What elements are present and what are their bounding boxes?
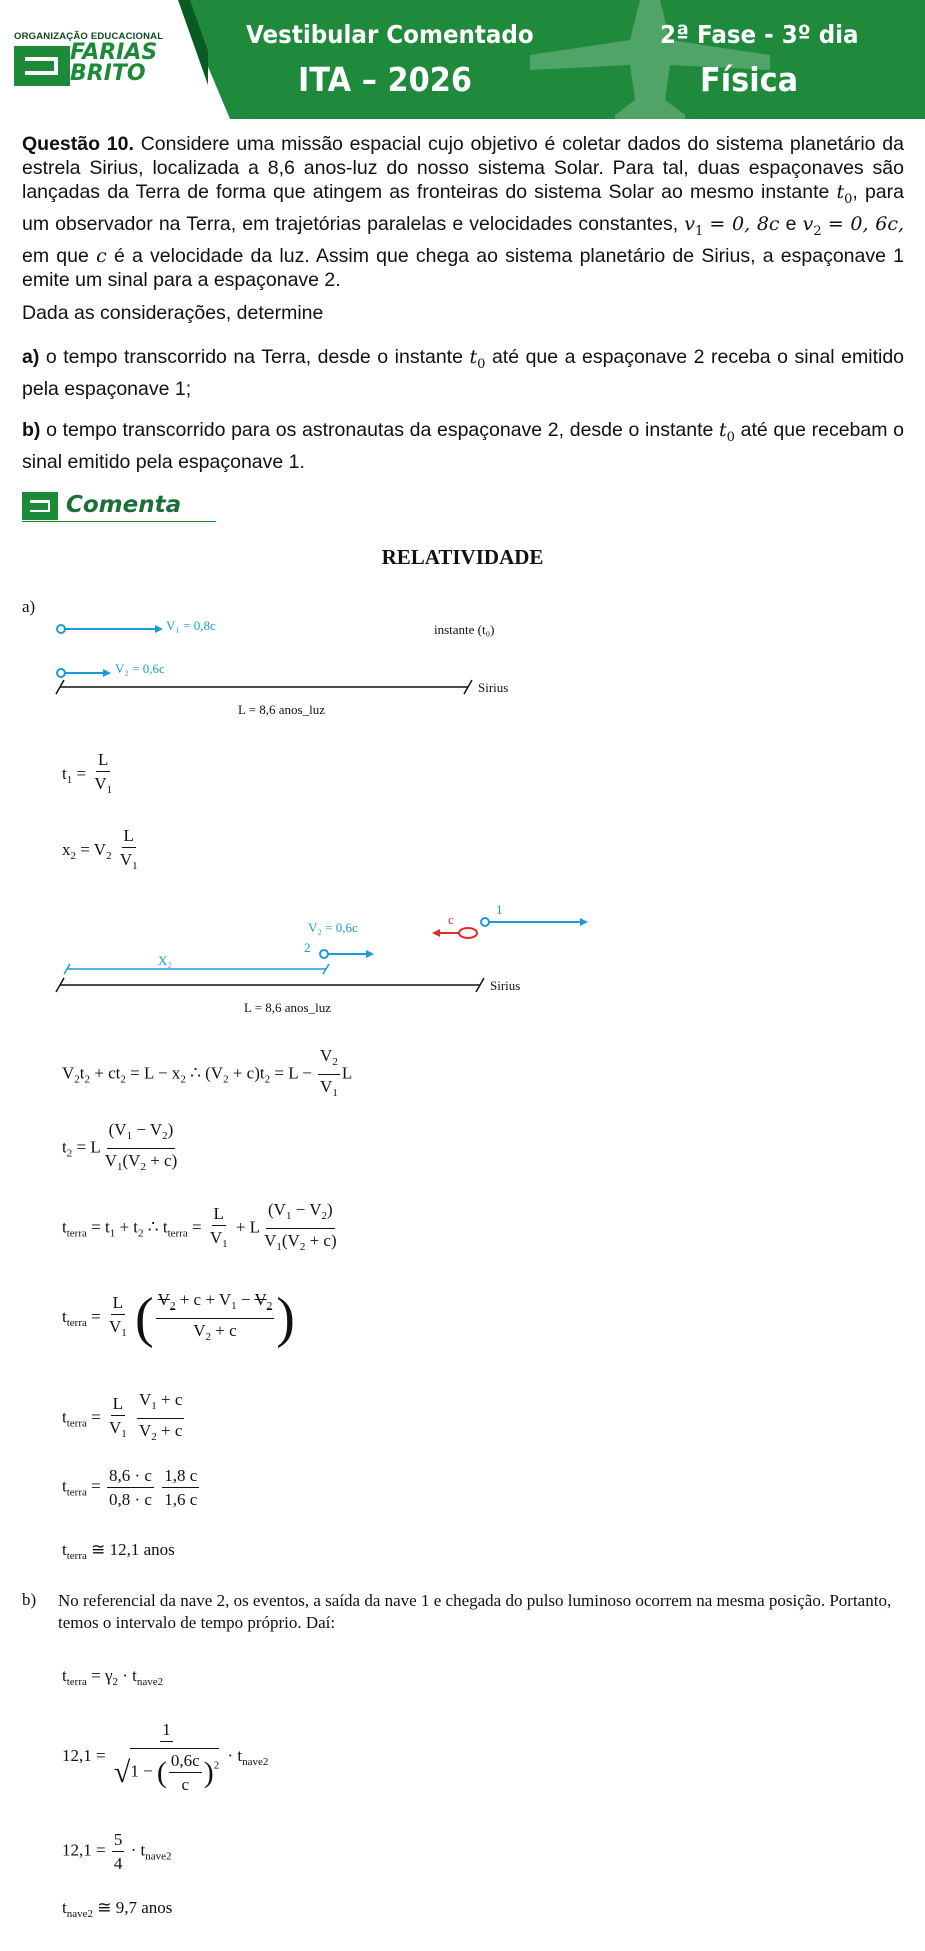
- fb-small-icon: [22, 492, 58, 520]
- header-banner: [0, 0, 925, 119]
- comenta-underline: [22, 521, 216, 522]
- d1-instante-label: instante (t₀): [434, 622, 495, 637]
- eq-gamma: 12,1 = 1 √1 − ( $\frac{0,6c}{c}$ )$^2$ · $t_{nave2}$: [62, 1720, 269, 1794]
- eq-x2: $x_2 = V_2$ $\frac{L}{V_1}$: [62, 826, 138, 872]
- item-b-label: b): [22, 419, 41, 441]
- eq-t1: $t_1$ = $\frac{L}{V_1}$: [62, 750, 113, 796]
- d2-ship2-label: 2: [304, 940, 311, 955]
- question-paragraph: [22, 132, 904, 292]
- solution-title: RELATIVIDADE: [381, 545, 544, 569]
- solution-a-label: a): [22, 597, 36, 616]
- solution-b-label: b): [22, 1590, 37, 1609]
- result-a-value: ≅ 12,1 anos: [91, 1540, 175, 1559]
- result-b: $t_{nave2}$ ≅ 9,7 anos: [62, 1898, 173, 1920]
- question-number: Questão 10.: [22, 133, 134, 155]
- d2-c-label: c: [448, 912, 454, 927]
- item-b-text-2: até que recebam o sinal emitido pela espaçonave 1.: [22, 419, 904, 473]
- t0-symbol-a: $t_0$: [469, 346, 486, 372]
- and-word: e: [785, 213, 797, 235]
- eq-tterra-sum: $t_{terra} = t_1 + t_2$ ∴ $t_{terra}$ = $\frac{L}{V_1}$ + L $\frac{(V_1 - V_2)}{V_1(V_2 + c)}$: [62, 1200, 337, 1253]
- diagram-2: [0, 900, 925, 1020]
- eq-dilation: $t_{terra} = \gamma_2 \cdot t_{nave2}$: [62, 1666, 164, 1688]
- d1-v2-label: V₂ = 0,6c: [115, 661, 165, 676]
- eq-meeting: $V_2t_2 + ct_2 = L - x_2$ ∴ $(V_2 + c)t_2 = L$ − $\frac{V_2}{V_1}$ L: [62, 1046, 353, 1099]
- logo-text: [70, 42, 157, 84]
- d2-ship1-label: 1: [496, 902, 503, 917]
- v2-symbol: $v_2$: [802, 213, 822, 239]
- v1-value: = 0, 8c: [709, 213, 780, 235]
- header-exam: ITA – 2026: [298, 60, 472, 99]
- diagram-1: [0, 610, 925, 720]
- v1-symbol: $v_1$: [684, 213, 704, 239]
- d2-length-label: L = 8,6 anos_luz: [244, 1000, 332, 1015]
- diagram-2-graphic: [0, 900, 925, 1020]
- eq-tterra-simplified: $t_{terra}$ = $\frac{L}{V_1}$ $\frac{V_1 + c}{V_2 + c}$: [62, 1390, 183, 1443]
- d2-x2-label: X₂: [158, 953, 172, 968]
- org-label: ORGANIZAÇÃO EDUCACIONAL: [14, 31, 164, 42]
- logo-line-2: BRITO: [70, 61, 146, 86]
- d1-v1-label: V₁ = 0,8c: [166, 618, 216, 633]
- header-title: Vestibular Comentado: [246, 20, 534, 49]
- eq-tterra-numeric: $t_{terra}$ = $\frac{8,6 \cdot c}{0,8 \cdot c}$ $\frac{1,8 c}{1,6 c}$: [62, 1466, 198, 1509]
- eq-t2: $t_2 = L$ $\frac{(V_1 - V_2)}{V_1(V_2 + c)}$: [62, 1120, 178, 1173]
- t0-symbol-b: $t_0$: [719, 419, 735, 445]
- item-b-text-1: o tempo transcorrido para os astronautas da espaçonave 2, desde o instante: [46, 419, 714, 441]
- result-a: $t_{terra}$ ≅ 12,1 anos: [62, 1540, 175, 1562]
- v2-value: = 0, 6c,: [827, 213, 905, 235]
- fb-logo-icon: [14, 46, 70, 86]
- d1-sirius-label: Sirius: [478, 680, 509, 695]
- question-prompt: Dada as considerações, determine: [22, 302, 324, 324]
- question-text-3: em que: [22, 245, 89, 267]
- solution-b-text: No referencial da nave 2, os eventos, a saída da nave 1 e chegada do pulso luminoso ocorrem na mesma posição. Portanto, temos o intervalo de tempo próprio. Daí:: [58, 1591, 892, 1632]
- d2-sirius-label: Sirius: [490, 978, 521, 993]
- item-b: [22, 418, 904, 474]
- logo-line-1: FARIAS: [70, 40, 158, 65]
- question-text-2: , para um observador na Terra, em trajetórias paralelas e velocidades constantes,: [22, 181, 904, 235]
- header-phase: 2ª Fase - 3º dia: [660, 20, 859, 49]
- comenta-label: Comenta: [66, 492, 182, 518]
- question-text-4: é a velocidade da luz. Assim que chega ao sistema planetário de Sirius, a espaçonave 1 emite um sinal para a espaçonave 2.: [22, 245, 905, 291]
- header-subject: Física: [700, 60, 799, 99]
- item-a-label: a): [22, 346, 40, 368]
- question-text-1: Considere uma missão espacial cujo objetivo é coletar dados do sistema planetário da estrela Sirius, localizada a 8,6 anos-luz do nosso sistema Solar. Para tal, duas espaçonaves são lançadas da Terra de forma que atingem as fronteiras do sistema Solar ao mesmo instante: [22, 133, 905, 203]
- eq-fraction: 12,1 = $\frac{5}{4}$ · $t_{nave2}$: [62, 1830, 172, 1873]
- result-b-value: ≅ 9,7 anos: [97, 1898, 173, 1917]
- d2-v2-label: V₂ = 0,6c: [308, 920, 358, 935]
- t0-symbol: $t_0$: [836, 181, 853, 207]
- item-a: [22, 345, 904, 401]
- eq-tterra-factored: $t_{terra}$ = $\frac{L}{V_1}$ ( $\frac{V_2 + c + V_1 - V_2}{V_2 + c}$ ): [62, 1287, 295, 1349]
- item-a-text-2: até que a espaçonave 2 receba o sinal emitido pela espaçonave 1;: [22, 346, 905, 400]
- d1-length-label: L = 8,6 anos_luz: [238, 702, 326, 717]
- c-symbol: c: [96, 245, 107, 267]
- item-a-text-1: o tempo transcorrido na Terra, desde o instante: [45, 346, 463, 368]
